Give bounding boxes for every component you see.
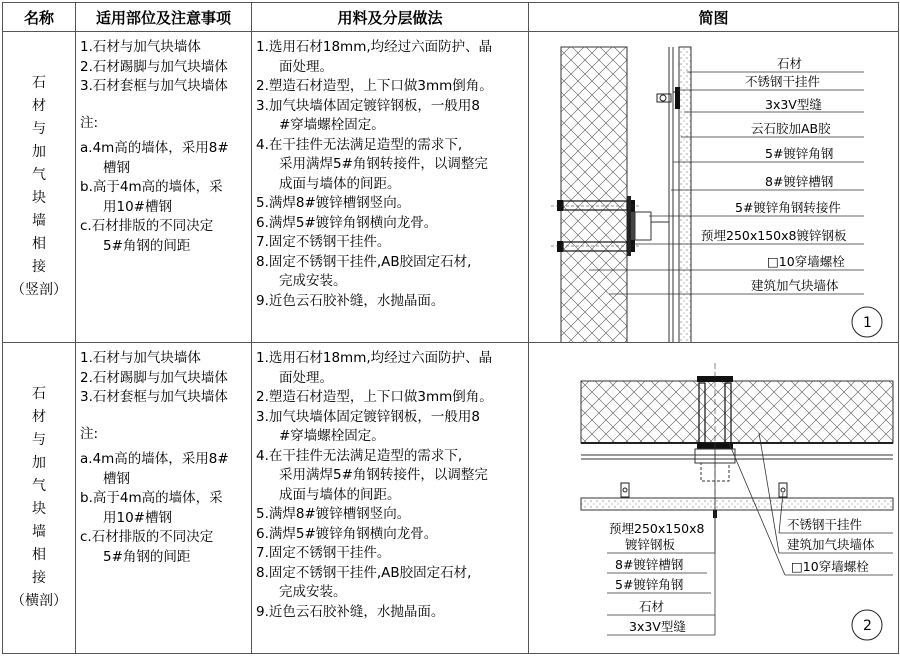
callout-label: 不锈钢干挂件 bbox=[745, 74, 821, 89]
method-line: #穿墙螺栓固定。 bbox=[279, 117, 385, 133]
diagram-number: 2 bbox=[863, 618, 872, 634]
block-wall-shape bbox=[561, 47, 627, 342]
method-line: 4.在干挂件无法满足造型的需求下, bbox=[256, 136, 463, 153]
name-char: 石 bbox=[32, 75, 46, 91]
method-line: 4.在干挂件无法满足造型的需求下, bbox=[256, 447, 463, 464]
spec-table bbox=[2, 2, 899, 654]
method-cell bbox=[252, 32, 529, 343]
callout-label: 建筑加气块墙体 bbox=[751, 278, 839, 293]
method-line: 面处理。 bbox=[279, 58, 333, 75]
note-line: a.4m高的墙体，采用8# bbox=[80, 140, 229, 156]
header-name: 名称 bbox=[3, 3, 76, 32]
method-line: 3.加气块墙体固定镀锌钢板，一般用8 bbox=[256, 408, 480, 425]
header-scope: 适用部位及注意事项 bbox=[76, 3, 252, 32]
note-label: 注: bbox=[80, 425, 99, 442]
diagram-number: 1 bbox=[863, 315, 872, 331]
note-line: 用10#槽钢 bbox=[103, 198, 172, 215]
method-line: 8.固定不锈钢干挂件,AB胶固定石材, bbox=[256, 564, 472, 581]
callout-label: 5#镀锌角钢 bbox=[615, 577, 684, 592]
name-suffix: （横剖） bbox=[11, 593, 67, 609]
scope-item: 2.石材踢脚与加气块墙体 bbox=[80, 369, 228, 386]
note-line: c.石材排版的不同决定 bbox=[80, 529, 214, 545]
row-name-cell bbox=[3, 343, 76, 654]
row-name-cell bbox=[3, 32, 76, 343]
note-label: 注: bbox=[80, 114, 99, 131]
header-method: 用料及分层做法 bbox=[252, 3, 529, 32]
method-line: 完成安装。 bbox=[279, 584, 347, 600]
method-line: 成面与墙体的间距。 bbox=[279, 175, 401, 192]
method-cell bbox=[252, 343, 529, 654]
callout-label: 石材 bbox=[639, 599, 665, 614]
callout-label: 建筑加气块墙体 bbox=[787, 537, 875, 552]
name-char: 接 bbox=[32, 570, 46, 586]
method-line: 9.近色云石胶补缝，水抛晶面。 bbox=[256, 292, 445, 309]
diagram-cell bbox=[529, 32, 899, 343]
method-line: 1.选用石材18mm,均经过六面防护、晶 bbox=[256, 350, 493, 366]
method-line: 成面与墙体的间距。 bbox=[279, 486, 401, 503]
scope-item: 3.石材套框与加气块墙体 bbox=[80, 78, 228, 94]
name-suffix: （竖剖） bbox=[11, 282, 67, 298]
header-row bbox=[3, 3, 899, 32]
callout-label: 镀锌钢板 bbox=[625, 537, 676, 552]
name-char: 块 bbox=[32, 501, 46, 517]
callout-label: 石材 bbox=[777, 56, 803, 71]
method-line: 5.满焊8#镀锌槽钢竖向。 bbox=[256, 195, 411, 211]
method-line: 完成安装。 bbox=[279, 273, 347, 289]
method-line: 2.塑造石材造型，上下口做3mm倒角。 bbox=[256, 78, 493, 94]
name-char: 墙 bbox=[32, 213, 46, 229]
method-line: 3.加气块墙体固定镀锌钢板，一般用8 bbox=[256, 97, 480, 114]
method-line: 6.满焊5#镀锌角钢横向龙骨。 bbox=[256, 525, 438, 542]
name-char: 材 bbox=[32, 98, 46, 114]
note-line: c.石材排版的不同决定 bbox=[80, 218, 214, 234]
callout-label: 预埋250x150x8镀锌钢板 bbox=[701, 228, 847, 243]
horizontal-section-diagram bbox=[529, 343, 897, 653]
callout-label: 5#镀锌角钢转接件 bbox=[735, 200, 841, 215]
name-char: 接 bbox=[32, 259, 46, 275]
method-line: 2.塑造石材造型，上下口做3mm倒角。 bbox=[256, 389, 493, 405]
scope-item: 1.石材与加气块墙体 bbox=[80, 39, 201, 55]
note-line: 槽钢 bbox=[103, 159, 130, 176]
callout-label: 3x3V型缝 bbox=[765, 97, 822, 112]
callout-label: 5#镀锌角钢 bbox=[765, 146, 834, 161]
scope-item: 2.石材踢脚与加气块墙体 bbox=[80, 58, 228, 75]
scope-item: 3.石材套框与加气块墙体 bbox=[80, 389, 228, 405]
method-line: 8.固定不锈钢干挂件,AB胶固定石材, bbox=[256, 253, 472, 270]
table-row-vertical-section bbox=[3, 32, 899, 343]
name-char: 加 bbox=[32, 455, 46, 471]
stone-panel-shape bbox=[581, 498, 893, 510]
method-line: #穿墙螺栓固定。 bbox=[279, 428, 385, 444]
method-line: 9.近色云石胶补缝，水抛晶面。 bbox=[256, 603, 445, 620]
name-char: 加 bbox=[32, 144, 46, 160]
note-line: 5#角钢的间距 bbox=[103, 548, 191, 565]
header-diagram: 简图 bbox=[529, 3, 899, 32]
callout-label: 不锈钢干挂件 bbox=[787, 517, 863, 532]
note-line: a.4m高的墙体，采用8# bbox=[80, 451, 229, 467]
note-line: b.高于4m高的墙体，采 bbox=[80, 179, 223, 195]
method-line: 采用满焊5#角钢转接件，以调整完 bbox=[279, 467, 488, 483]
method-line: 1.选用石材18mm,均经过六面防护、晶 bbox=[256, 39, 493, 55]
note-line: 5#角钢的间距 bbox=[103, 237, 191, 254]
method-line: 7.固定不锈钢干挂件。 bbox=[256, 545, 391, 561]
callout-label: 云石胶加AB胶 bbox=[751, 121, 831, 136]
name-char: 材 bbox=[32, 409, 46, 425]
scope-cell bbox=[76, 32, 252, 343]
name-char: 相 bbox=[32, 236, 46, 252]
name-char: 与 bbox=[32, 432, 46, 448]
method-line: 6.满焊5#镀锌角钢横向龙骨。 bbox=[256, 214, 438, 231]
diagram-cell bbox=[529, 343, 899, 654]
name-char: 墙 bbox=[32, 524, 46, 540]
vertical-section-diagram bbox=[529, 32, 897, 342]
method-line: 5.满焊8#镀锌槽钢竖向。 bbox=[256, 506, 411, 522]
callout-label: 8#镀锌槽钢 bbox=[615, 557, 684, 572]
note-line: 槽钢 bbox=[103, 470, 130, 487]
name-char: 气 bbox=[32, 167, 46, 183]
callout-label: □10穿墙螺栓 bbox=[791, 559, 869, 574]
stone-panel-shape bbox=[679, 47, 691, 342]
name-char: 相 bbox=[32, 547, 46, 563]
method-line: 7.固定不锈钢干挂件。 bbox=[256, 234, 391, 250]
scope-cell bbox=[76, 343, 252, 654]
name-char: 与 bbox=[32, 121, 46, 137]
method-line: 面处理。 bbox=[279, 369, 333, 386]
table-row-horizontal-section bbox=[3, 343, 899, 654]
scope-item: 1.石材与加气块墙体 bbox=[80, 350, 201, 366]
block-wall-shape bbox=[581, 381, 893, 443]
name-char: 石 bbox=[32, 386, 46, 402]
name-char: 块 bbox=[32, 190, 46, 206]
note-line: 用10#槽钢 bbox=[103, 509, 172, 526]
name-char: 气 bbox=[32, 478, 46, 494]
callout-label: 8#镀锌槽钢 bbox=[765, 174, 834, 189]
callout-label: □10穿墙螺栓 bbox=[767, 254, 845, 269]
callout-label: 预埋250x150x8 bbox=[609, 521, 705, 536]
note-line: b.高于4m高的墙体，采 bbox=[80, 490, 223, 506]
callout-label: 3x3V型缝 bbox=[629, 619, 686, 634]
method-line: 采用满焊5#角钢转接件，以调整完 bbox=[279, 156, 488, 172]
